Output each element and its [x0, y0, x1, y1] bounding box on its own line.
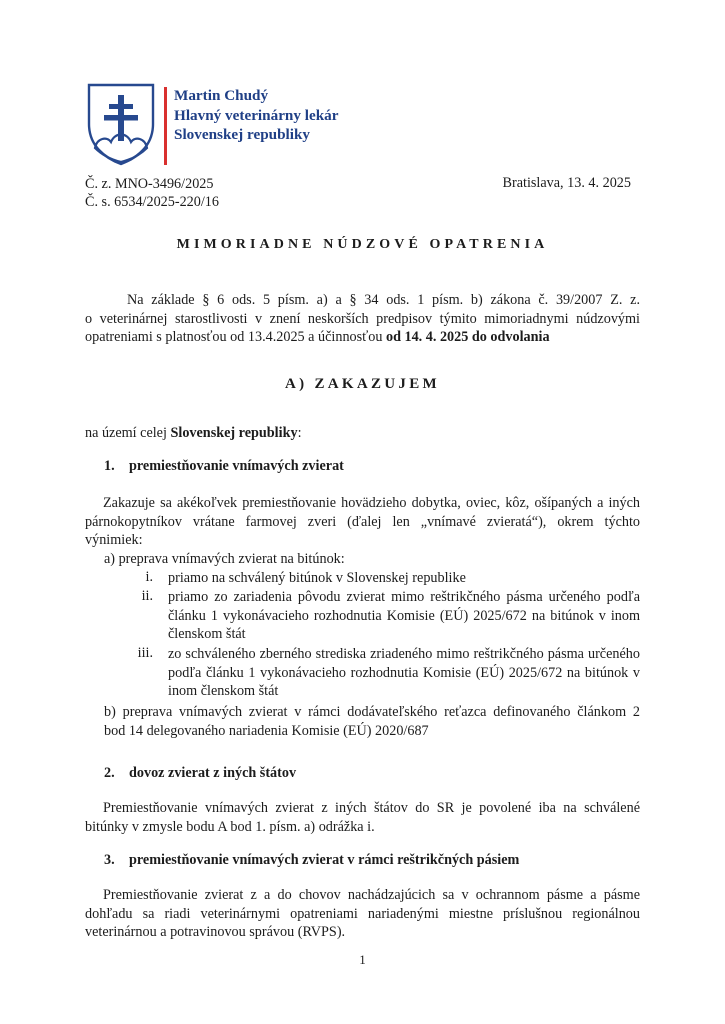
item-1-line-3: výnimiek:: [85, 532, 143, 548]
slovak-coat-of-arms-icon: [85, 82, 157, 166]
page-number: 1: [359, 952, 366, 967]
item-3-title: premiestňovanie vnímavých zvierat v rámci reštrikčných pásiem: [129, 852, 520, 868]
item-1-paragraph: [85, 494, 640, 550]
sub-b-line-2: bod 14 delegovaného nariadenia Komisie (EÚ) 2020/687: [104, 722, 429, 739]
intro-line-2: o veterinárnej starostlivosti v znení neskorších predpisov týmito mimoriadnymi núdzovými: [85, 310, 640, 327]
territory-line: [85, 425, 302, 442]
item-1-title: premiestňovanie vnímavých zvierat: [129, 458, 344, 474]
document-title: MIMORIADNE NÚDZOVÉ OPATRENIA: [176, 237, 549, 252]
place-date: Bratislava, 13. 4. 2025: [502, 175, 631, 191]
author-country: Slovenskej republiky: [174, 126, 311, 143]
accent-divider: [164, 87, 167, 165]
item-2-line-1: Premiestňovanie vnímavých zvierat z iných štátov do SR je povolené iba na schválené: [103, 800, 640, 816]
item-2-paragraph: [85, 799, 640, 836]
roman-text: [168, 588, 640, 644]
intro-paragraph: [85, 291, 640, 347]
roman-number: iii.: [137, 645, 153, 661]
roman-line: článku 1 vykonávacieho rozhodnutia Komisie (EÚ) 2025/672 na bitúnok v inom: [168, 607, 640, 624]
author-position: Hlavný veterinárny lekár: [174, 106, 339, 124]
intro-line-1: Na základe § 6 ods. 5 písm. a) a § 34 ods. 1 písm. b) zákona č. 39/2007 Z. z.: [127, 292, 640, 308]
roman-text: [168, 569, 640, 588]
roman-line: inom členskom štát: [168, 683, 279, 699]
item-2-line-2: bitúnky v zmysle bodu A bod 1. písm. a) odrážka i.: [85, 818, 375, 835]
author-block: [174, 86, 339, 145]
section-heading-a: A) ZAKAZUJEM: [284, 376, 440, 392]
roman-line: podľa článku 1 vykonávacieho rozhodnutia Komisie (EÚ) 2025/672 na bitúnok v: [168, 664, 640, 681]
item-3-line-2: dohľadu sa riadi veterinárnymi opatreniami nariadenými miestne príslušnou regionálnou: [85, 905, 640, 922]
territory-colon: :: [297, 425, 302, 441]
item-1-sub-b: [104, 703, 640, 740]
item-2-number: 2.: [104, 765, 115, 781]
territory-text: na území celej: [85, 425, 171, 441]
item-3-line-1: Premiestňovanie zvierat z a do chovov nachádzajúcich sa v ochrannom pásme a pásme: [103, 887, 640, 903]
reference-numbers: [85, 175, 219, 211]
roman-number: i.: [145, 569, 153, 585]
intro-line-3: [85, 328, 640, 347]
item-2-heading: [104, 765, 296, 782]
item-3-number: 3.: [104, 852, 115, 868]
item-3-paragraph: [85, 886, 640, 942]
item-1-number: 1.: [104, 458, 115, 474]
territory-country: Slovenskej republiky: [170, 425, 298, 441]
item-1-heading: [104, 458, 344, 475]
item-3-heading: [104, 852, 519, 869]
roman-line: priamo zo zariadenia pôvodu zvierat mimo reštrikčného pásma určeného podľa: [168, 589, 640, 605]
roman-number: ii.: [141, 588, 153, 604]
item-2-title: dovoz zvierat z iných štátov: [129, 765, 297, 781]
reference-cz: Č. z. MNO-3496/2025: [85, 176, 214, 192]
roman-text: [168, 645, 640, 701]
intro-line-3-text: opatreniami s platnosťou od 13.4.2025 a účinnosťou: [85, 329, 386, 345]
item-1-line-2: párnokopytníkov vrátane farmovej zveri (ďalej len „vnímavé zvieratá“), okrem týchto: [85, 513, 640, 530]
reference-cs: Č. s. 6534/2025-220/16: [85, 194, 219, 210]
item-1-sub-a: a) preprava vnímavých zvierat na bitúnok:: [104, 551, 345, 567]
roman-line: zo schváleného zberného strediska zriadeného mimo reštrikčného pásma určeného: [168, 646, 640, 662]
sub-b-line-1: b) preprava vnímavých zvierat v rámci dodávateľského reťazca definovaného článkom 2: [104, 704, 640, 720]
roman-line: členskom štát: [168, 626, 246, 642]
roman-line: priamo na schválený bitúnok v Slovenskej republike: [168, 570, 466, 586]
effective-date: od 14. 4. 2025 do odvolania: [385, 329, 550, 345]
item-3-line-3: veterinárnou a potravinovou správou (RVPS).: [85, 924, 346, 940]
author-name: Martin Chudý: [174, 87, 269, 104]
item-1-line-1: Zakazuje sa akékoľvek premiestňovanie hovädzieho dobytka, oviec, kôz, ošípaných a iných: [103, 495, 640, 511]
